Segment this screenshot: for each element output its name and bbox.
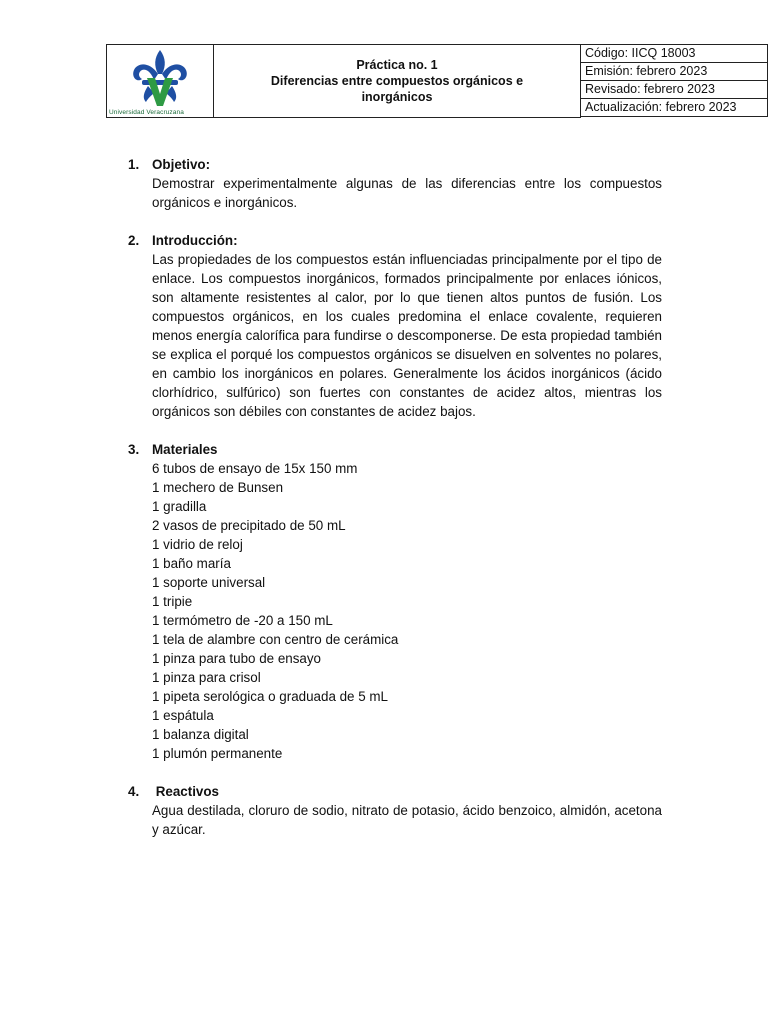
list-item: 1 vidrio de reloj xyxy=(152,537,243,552)
university-logo-icon xyxy=(128,48,192,110)
list-item: 1 tripie xyxy=(152,594,193,609)
section-materials xyxy=(128,440,662,763)
section-number: 4. xyxy=(128,784,140,799)
list-item: 1 pinza para crisol xyxy=(152,670,261,685)
title-line: Diferencias entre compuestos orgánicos e xyxy=(270,74,524,88)
section-reagents xyxy=(128,782,662,839)
section-number: 2. xyxy=(128,233,140,248)
update-date-cell: Actualización: febrero 2023 xyxy=(581,99,768,117)
title-line: inorgánicos xyxy=(361,90,433,104)
list-item: 1 pinza para tubo de ensayo xyxy=(152,651,321,666)
list-item: 1 plumón permanente xyxy=(152,746,283,761)
section-title: Materiales xyxy=(152,442,218,457)
logo-cell xyxy=(106,44,213,118)
list-item: 6 tubos de ensayo de 15x 150 mm xyxy=(152,461,358,476)
list-item: 1 mechero de Bunsen xyxy=(152,480,284,495)
list-item: 2 vasos de precipitado de 50 mL xyxy=(152,518,346,533)
section-title: Reactivos xyxy=(152,784,219,799)
code-cell: Código: IICQ 18003 xyxy=(581,45,768,63)
list-item: 1 soporte universal xyxy=(152,575,266,590)
section-number: 3. xyxy=(128,442,140,457)
list-item: 1 gradilla xyxy=(152,499,207,514)
list-item: 1 espátula xyxy=(152,708,214,723)
section-paragraph: Las propiedades de los compuestos están influenciadas principalmente por el tipo de enlace. Los compuestos inorgánicos, formados principalmente por enlaces iónicos, son altamente resistentes al calor, por lo que tienen altos puntos de fusión. Los compuestos orgánicos, en los cuales predomina el enlace covalente, requieren menos energía calorífica para fundirse o descomponerse. De esta propiedad también se explica el porqué los compuestos orgánicos se disuelven en solventes no polares, en cambio los inorgánicos en polares. Generalmente los ácidos inorgánicos (ácido clorhídrico, sulfúrico) son fuertes con constantes de acidez altos, mientras los orgánicos son débiles con constantes de acidez bajos. xyxy=(152,252,662,419)
document-meta-table xyxy=(580,44,768,117)
practice-title xyxy=(213,44,581,118)
section-introduction xyxy=(128,231,662,421)
materials-list xyxy=(128,459,662,763)
list-item: 1 termómetro de -20 a 150 mL xyxy=(152,613,333,628)
section-objective xyxy=(128,155,662,212)
list-item: 1 tela de alambre con centro de cerámica xyxy=(152,632,399,647)
section-number: 1. xyxy=(128,157,140,172)
section-paragraph: Demostrar experimentalmente algunas de las diferencias entre los compuestos orgánicos e inorgánicos. xyxy=(152,176,662,210)
issue-date-cell: Emisión: febrero 2023 xyxy=(581,63,768,81)
title-line: Práctica no. 1 xyxy=(356,58,438,72)
section-title: Introducción: xyxy=(152,233,238,248)
document-header xyxy=(106,44,737,118)
list-item: 1 baño maría xyxy=(152,556,231,571)
section-title: Objetivo: xyxy=(152,157,211,172)
section-heading xyxy=(128,782,662,801)
section-heading xyxy=(128,155,662,174)
section-heading xyxy=(128,231,662,250)
list-item: 1 balanza digital xyxy=(152,727,249,742)
logo-caption: Universidad Veracruzana xyxy=(109,109,184,116)
section-heading xyxy=(128,440,662,459)
document-body xyxy=(128,155,662,858)
section-paragraph: Agua destilada, cloruro de sodio, nitrato de potasio, ácido benzoico, almidón, acetona y azúcar. xyxy=(152,803,662,837)
revised-date-cell: Revisado: febrero 2023 xyxy=(581,81,768,99)
list-item: 1 pipeta serológica o graduada de 5 mL xyxy=(152,689,388,704)
